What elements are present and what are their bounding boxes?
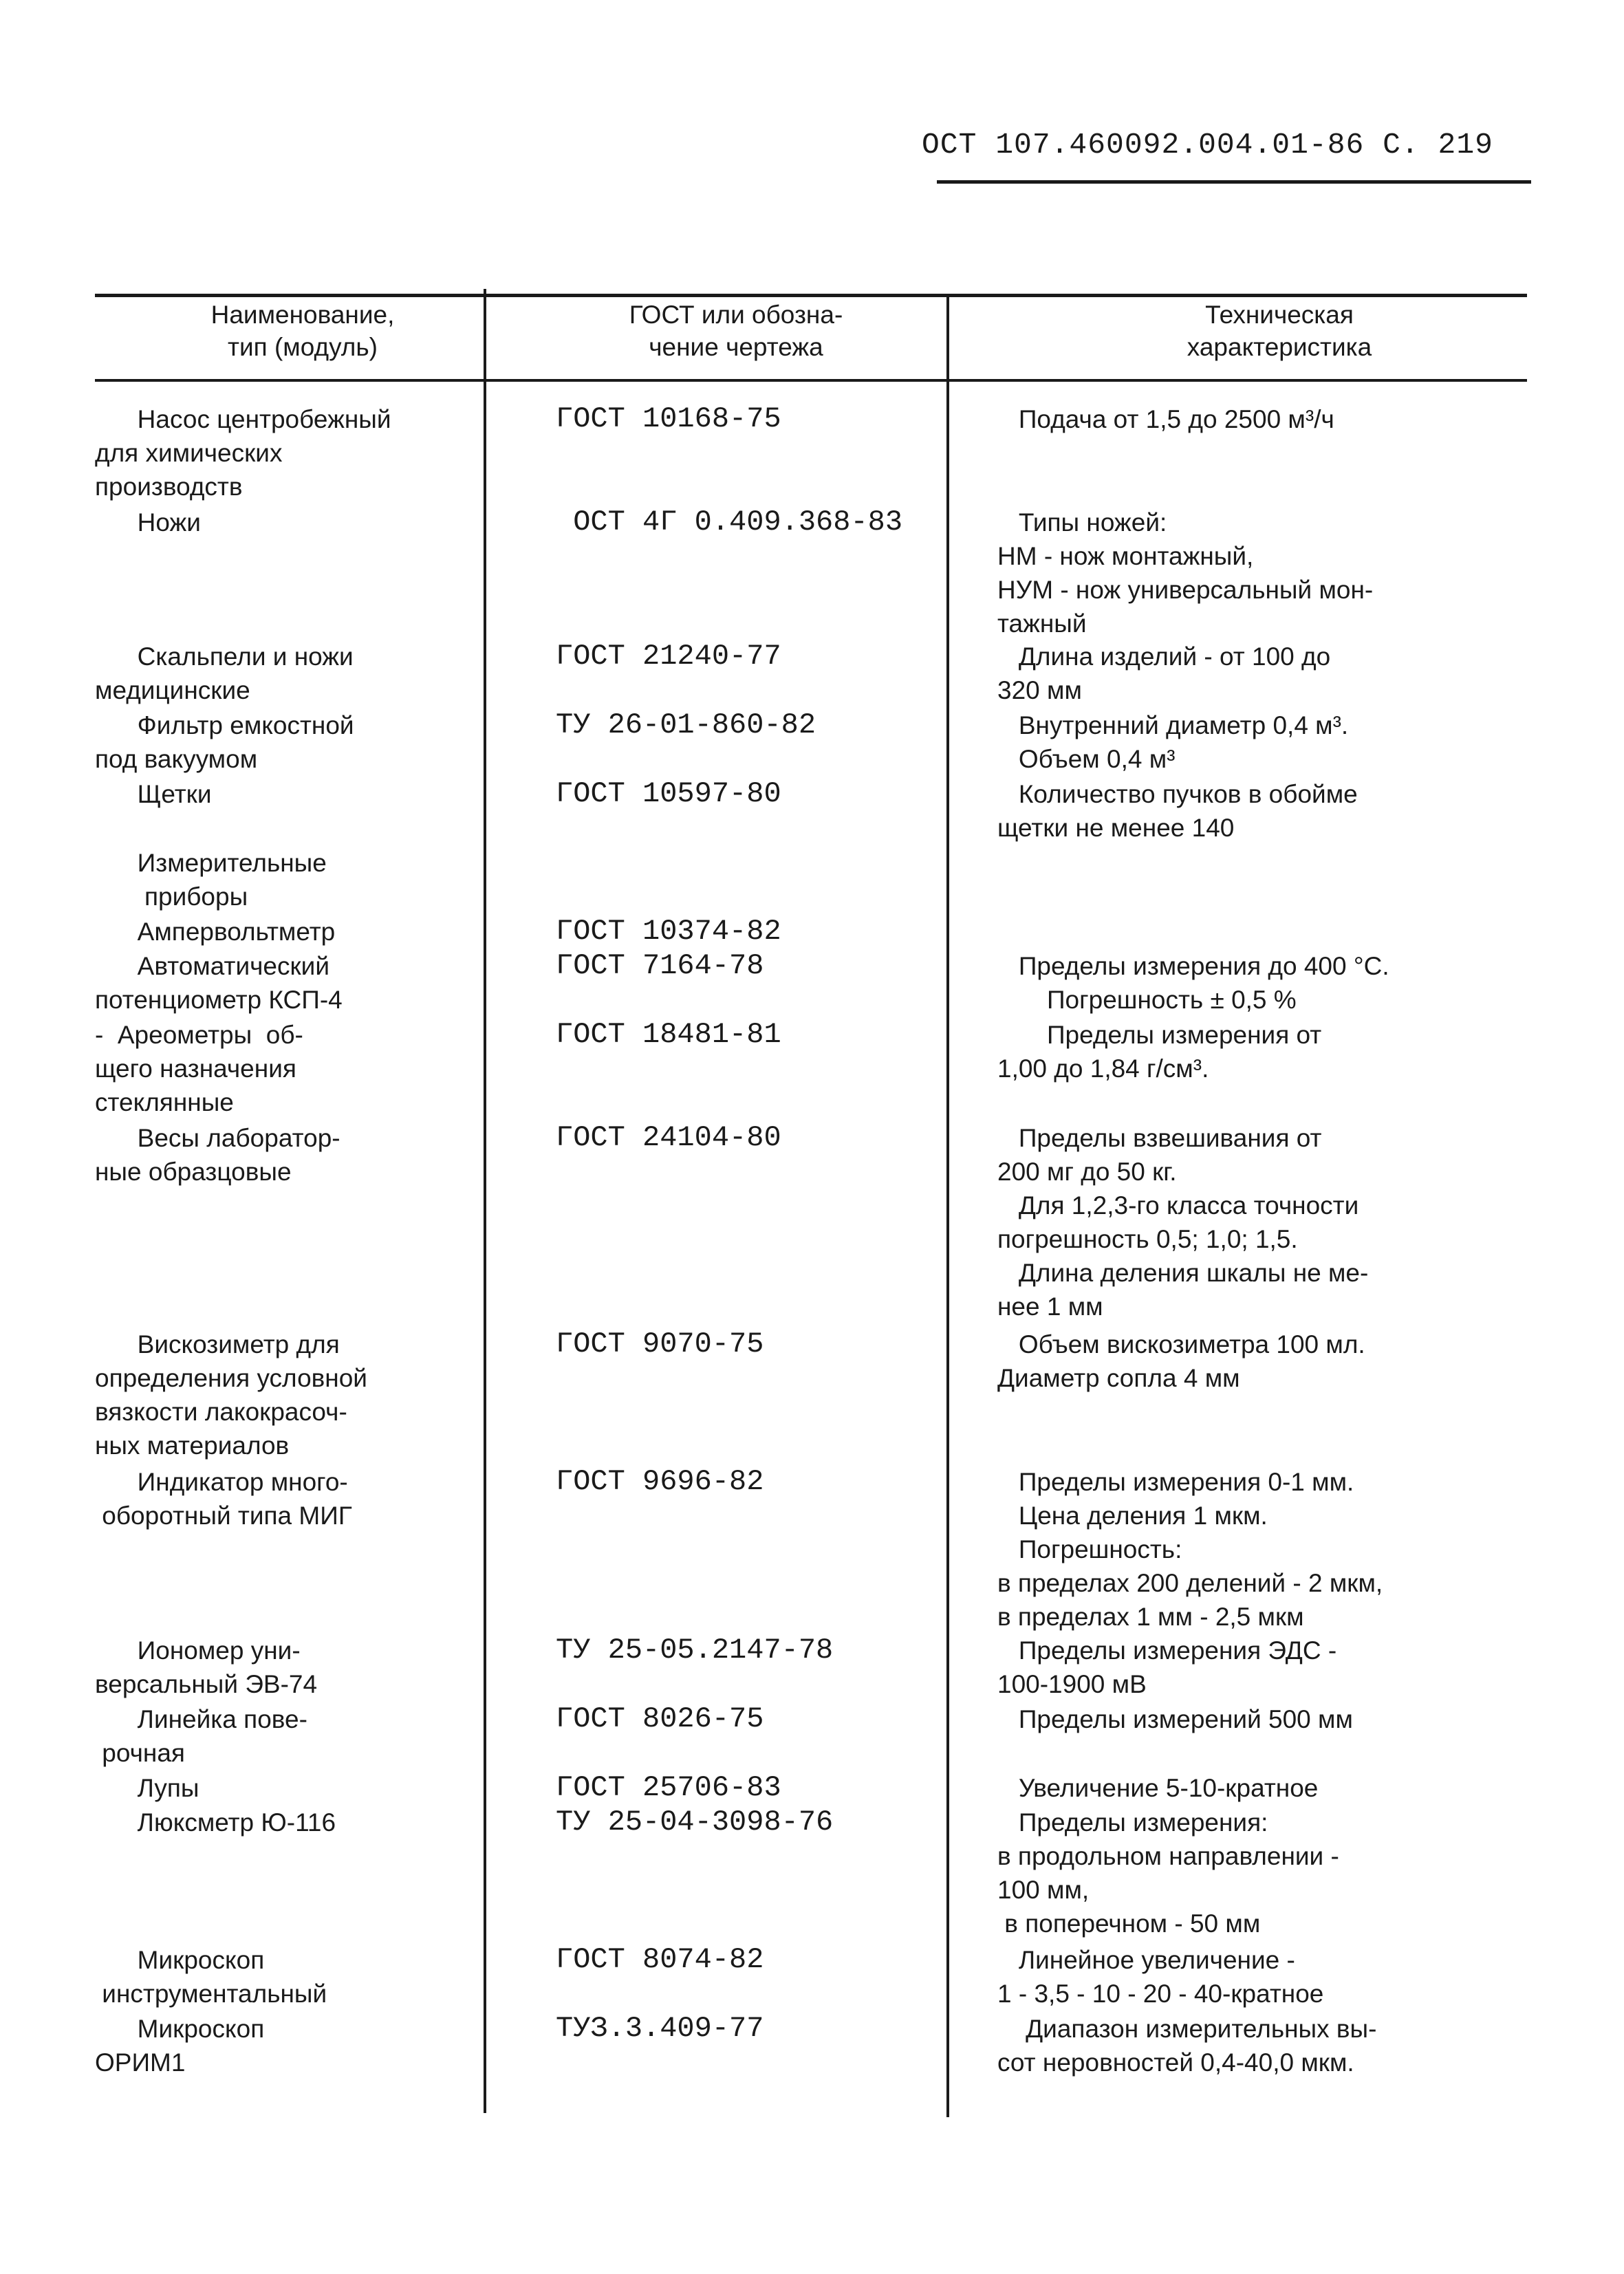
row-11-tech: Объем вискозиметра 100 мл. Диаметр сопла 4 мм bbox=[997, 1330, 1365, 1392]
row-11-gost: ГОСТ 9070-75 bbox=[556, 1328, 764, 1361]
row-15-gost: ГОСТ 25706-83 bbox=[556, 1771, 781, 1804]
row-15-name: Лупы bbox=[95, 1774, 199, 1802]
row-11-name: Вискозиметр для определения условной вязкости лакокрасоч- ных материалов bbox=[95, 1330, 367, 1460]
column-header-gost: ГОСТ или обозна- чение чертежа bbox=[629, 301, 843, 361]
row-3-name: Скальпели и ножи медицинские bbox=[95, 642, 354, 704]
row-10-name: Весы лаборатор- ные образцовые bbox=[95, 1124, 340, 1186]
row-9-name: - Ареометры об- щего назначения стеклянные bbox=[95, 1021, 303, 1116]
row-16-name: Люксметр Ю-116 bbox=[95, 1808, 336, 1837]
row-15-tech: Увеличение 5-10-кратное bbox=[997, 1774, 1319, 1802]
row-12-tech: Пределы измерения 0-1 мм. Цена деления 1 мкм. Погрешность: в пределах 200 делений - 2 мкм, в пределах 1 мм - 2,5 мкм bbox=[997, 1468, 1383, 1631]
row-4-tech: Внутренний диаметр 0,4 м³. Объем 0,4 м³ bbox=[1018, 711, 1349, 773]
row-3-gost: ГОСТ 21240-77 bbox=[556, 640, 781, 673]
row-10-gost: ГОСТ 24104-80 bbox=[556, 1121, 781, 1154]
row-1-name: Насос центробежный для химических производств bbox=[95, 405, 391, 501]
column-header-tech: Техническая характеристика bbox=[1187, 301, 1372, 361]
row-2-gost: ОСТ 4Г 0.409.368-83 bbox=[556, 506, 903, 539]
row-14-name: Линейка пове- рочная bbox=[102, 1705, 307, 1767]
row-16-tech: Пределы измерения: в продольном направлении - 100 мм, в поперечном - 50 мм bbox=[997, 1808, 1339, 1938]
row-13-name: Иономер уни- версальный ЭВ-74 bbox=[95, 1636, 318, 1698]
row-12-name: Индикатор много- оборотный типа МИГ bbox=[102, 1468, 352, 1530]
row-2-name: Ножи bbox=[95, 508, 201, 537]
row-18-name: Микроскоп ОРИМ1 bbox=[95, 2015, 265, 2077]
row-13-tech: Пределы измерения ЭДС - 100-1900 мВ bbox=[997, 1636, 1337, 1698]
row-5-name: Щетки bbox=[95, 780, 212, 808]
row-13-gost: ТУ 25-05.2147-78 bbox=[556, 1634, 834, 1667]
row-7-gost: ГОСТ 10374-82 bbox=[556, 915, 781, 948]
column-header-name: Наименование, тип (модуль) bbox=[210, 301, 395, 361]
row-8-tech: Пределы измерения до 400 °С. Погрешность ± 0,5 % bbox=[1018, 952, 1389, 1014]
row-14-gost: ГОСТ 8026-75 bbox=[556, 1702, 764, 1735]
row-9-gost: ГОСТ 18481-81 bbox=[556, 1018, 781, 1051]
header-rule bbox=[937, 180, 1531, 184]
row-18-tech: Диапазон измерительных вы- сот неровностей 0,4-40,0 мкм. bbox=[997, 2015, 1377, 2077]
row-8-name: Автоматический потенциометр КСП-4 bbox=[95, 952, 343, 1014]
row-18-gost: ТУЗ.3.409-77 bbox=[556, 2012, 764, 2045]
row-4-name: Фильтр емкостной под вакуумом bbox=[95, 711, 354, 773]
row-17-gost: ГОСТ 8074-82 bbox=[556, 1943, 764, 1976]
column-divider-1 bbox=[484, 289, 486, 2113]
row-5-tech: Количество пучков в обойме щетки не менее 140 bbox=[997, 780, 1358, 842]
row-1-gost: ГОСТ 10168-75 bbox=[556, 402, 781, 435]
row-9-tech: Пределы измерения от 1,00 до 1,84 г/см³. bbox=[997, 1021, 1322, 1083]
row-12-gost: ГОСТ 9696-82 bbox=[556, 1465, 764, 1498]
row-5-gost: ГОСТ 10597-80 bbox=[556, 777, 781, 810]
document-header: ОСТ 107.460092.004.01-86 С. 219 bbox=[922, 128, 1493, 162]
row-17-tech: Линейное увеличение - 1 - 3,5 - 10 - 20 - 40-кратное bbox=[997, 1946, 1324, 2008]
row-17-name: Микроскоп инструментальный bbox=[102, 1946, 327, 2008]
row-16-gost: ТУ 25-04-3098-76 bbox=[556, 1806, 834, 1839]
row-3-tech: Длина изделий - от 100 до 320 мм bbox=[997, 642, 1331, 704]
row-10-tech: Пределы взвешивания от 200 мг до 50 кг. Для 1,2,3-го класса точности погрешность 0,5; 1,0; 1,5. Длина деления шкалы не ме- нее 1 мм bbox=[997, 1124, 1369, 1321]
row-14-tech: Пределы измерений 500 мм bbox=[997, 1705, 1353, 1733]
row-4-gost: ТУ 26-01-860-82 bbox=[556, 708, 816, 741]
column-divider-2 bbox=[946, 294, 949, 2117]
row-1-tech: Подача от 1,5 до 2500 м³/ч bbox=[997, 405, 1334, 433]
table-top-rule bbox=[95, 294, 1527, 297]
row-2-tech: Типы ножей: НМ - нож монтажный, НУМ - нож универсальный мон- тажный bbox=[997, 508, 1374, 638]
row-6-name: Измерительные приборы bbox=[137, 849, 327, 911]
row-8-gost: ГОСТ 7164-78 bbox=[556, 949, 764, 982]
table-head-rule bbox=[95, 379, 1527, 382]
row-7-name: Ампервольтметр bbox=[95, 918, 336, 946]
